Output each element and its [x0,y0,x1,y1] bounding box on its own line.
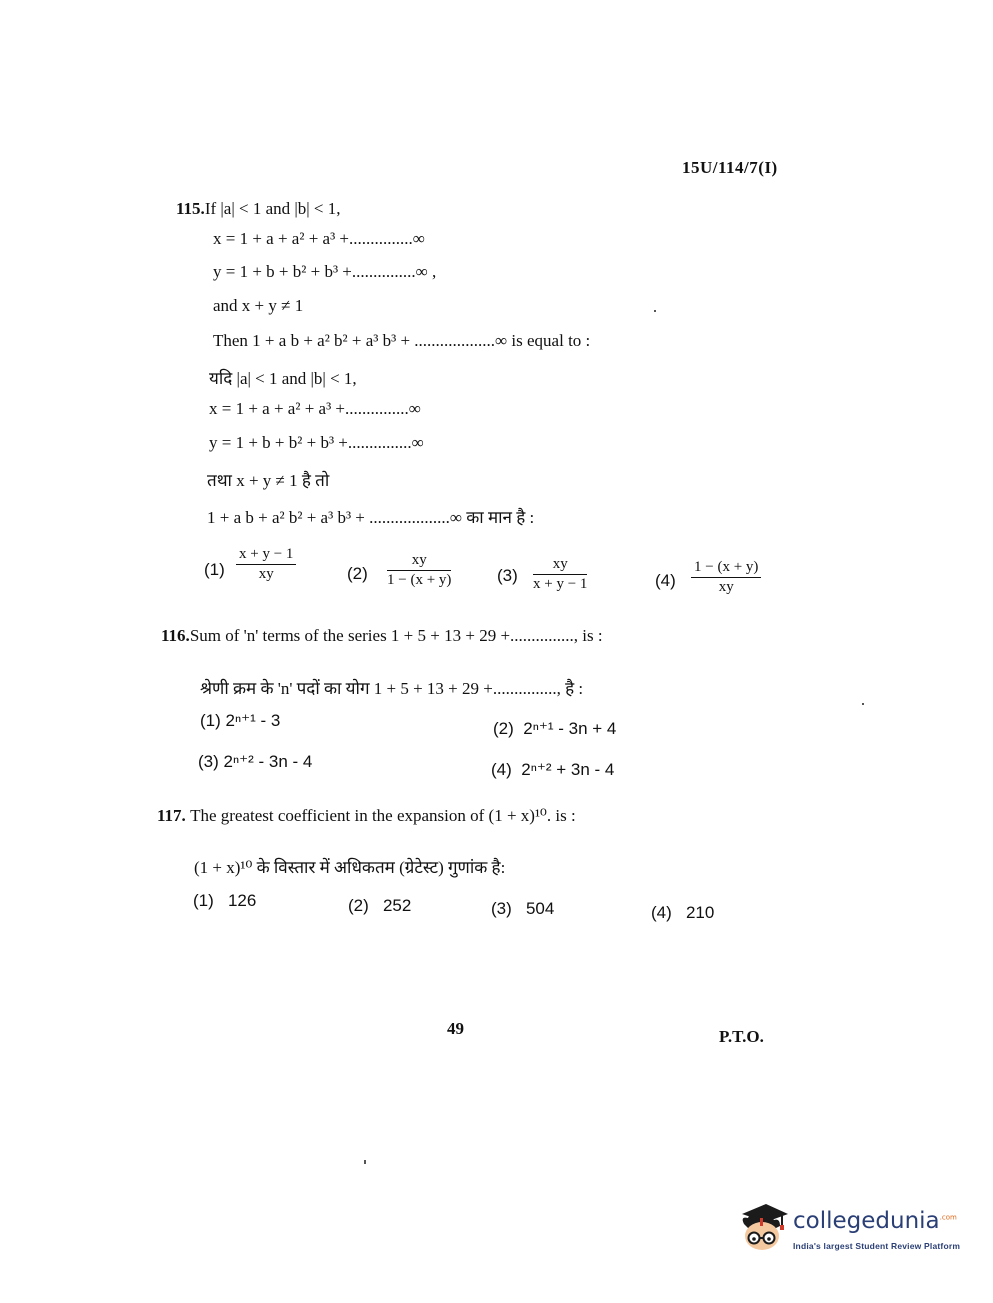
fraction-numerator: 1 − (x + y) [691,558,761,578]
option-number: (4) [651,903,672,922]
option-text: 504 [525,899,555,918]
q115-hindi-stem: यदि |a| < 1 and |b| < 1, [209,369,357,388]
q115-stem: If |a| < 1 and |b| < 1, [204,199,341,218]
q117-option-2 [348,896,411,916]
fraction-numerator: xy [387,551,451,571]
collegedunia-logo[interactable] [736,1196,966,1266]
option-text: 2ⁿ⁺¹ - 3n + 4 [523,719,617,738]
q117-option-3 [491,899,554,919]
option-text: 2ⁿ⁺¹ - 3 [225,711,281,730]
fraction-numerator: xy [533,555,587,575]
option-number: (2) [348,896,369,915]
q117-stem: The greatest coefficient in the expansion of (1 + x)¹⁰. is : [190,806,576,825]
q116-hindi: श्रेणी क्रम के 'n' पदों का योग 1 + 5 + 13 + 29 +..............., है : [200,679,584,698]
q117-option-1 [193,891,256,911]
q115-stem-row [176,199,341,219]
scan-speck [364,1160,366,1164]
scan-speck [654,310,656,312]
q115-x-line: x = 1 + a + a² + a³ +...............∞ [213,229,425,248]
q117-hindi: (1 + x)¹⁰ के विस्तार में अधिकतम (ग्रेटेस्ट) गुणांक है: [194,858,506,877]
option-number: (3) [491,899,512,918]
q115-option-1-number: (1) [204,560,225,579]
question-number: 117. [157,806,186,825]
option-text: 126 [227,891,257,910]
fraction-numerator: x + y − 1 [236,545,296,565]
page-number: 49 [447,1019,464,1038]
option-text: 210 [685,903,715,922]
q116-option-2 [493,719,616,739]
q115-option-2 [387,551,451,590]
q115-hindi-x: x = 1 + a + a² + a³ +...............∞ [209,399,421,418]
q116-option-3 [198,752,312,772]
graduate-mascot-icon [736,1198,792,1256]
logo-tagline: India's largest Student Review Platform [793,1241,961,1251]
q115-option-3 [533,555,587,594]
q115-option-4 [691,558,761,597]
fraction-denominator: xy [718,579,734,595]
q115-option-1 [236,545,296,584]
q116-option-4 [491,760,614,780]
q115-option-2-number: (2) [347,564,368,583]
q115-hindi-y: y = 1 + b + b² + b³ +...............∞ [209,433,424,452]
fraction-denominator: 1 − (x + y) [387,572,452,588]
option-number: (1) [193,891,214,910]
option-text: 2ⁿ⁺² - 3n - 4 [223,752,313,771]
q116-stem-row [161,626,603,646]
paper-code: 15U/114/7(I) [682,158,778,177]
q115-then: Then 1 + a b + a² b² + a³ b³ + ...................∞ is equal to : [213,331,591,350]
logo-wordmark: collegedunia$^{.com}$ [793,1208,957,1234]
q115-option-3-number: (3) [497,566,518,585]
option-number: (1) [200,711,221,730]
fraction-denominator: x + y − 1 [533,576,588,592]
question-number: 116. [161,626,190,645]
q115-option-4-number: (4) [655,571,676,590]
q117-option-4 [651,903,714,923]
option-text: 252 [382,896,412,915]
pto-label: P.T.O. [719,1027,764,1046]
q117-stem-row [157,806,576,826]
q115-condition: and x + y ≠ 1 [213,296,304,315]
q115-hindi-question: 1 + a b + a² b² + a³ b³ + ...................∞ का मान है : [207,508,535,527]
scan-speck [862,703,864,705]
fraction-denominator: xy [258,566,274,582]
question-number: 115. [176,199,205,218]
q116-stem: Sum of 'n' terms of the series 1 + 5 + 13 + 29 +..............., is : [189,626,603,645]
q115-hindi-condition: तथा x + y ≠ 1 है तो [207,471,330,490]
logo-domain-suffix: .com [939,1213,957,1222]
q115-y-line: y = 1 + b + b² + b³ +...............∞ , [213,262,437,281]
q116-option-1 [200,711,280,731]
option-number: (3) [198,752,219,771]
option-number: (2) [493,719,514,738]
option-text: 2ⁿ⁺² + 3n - 4 [521,760,615,779]
option-number: (4) [491,760,512,779]
